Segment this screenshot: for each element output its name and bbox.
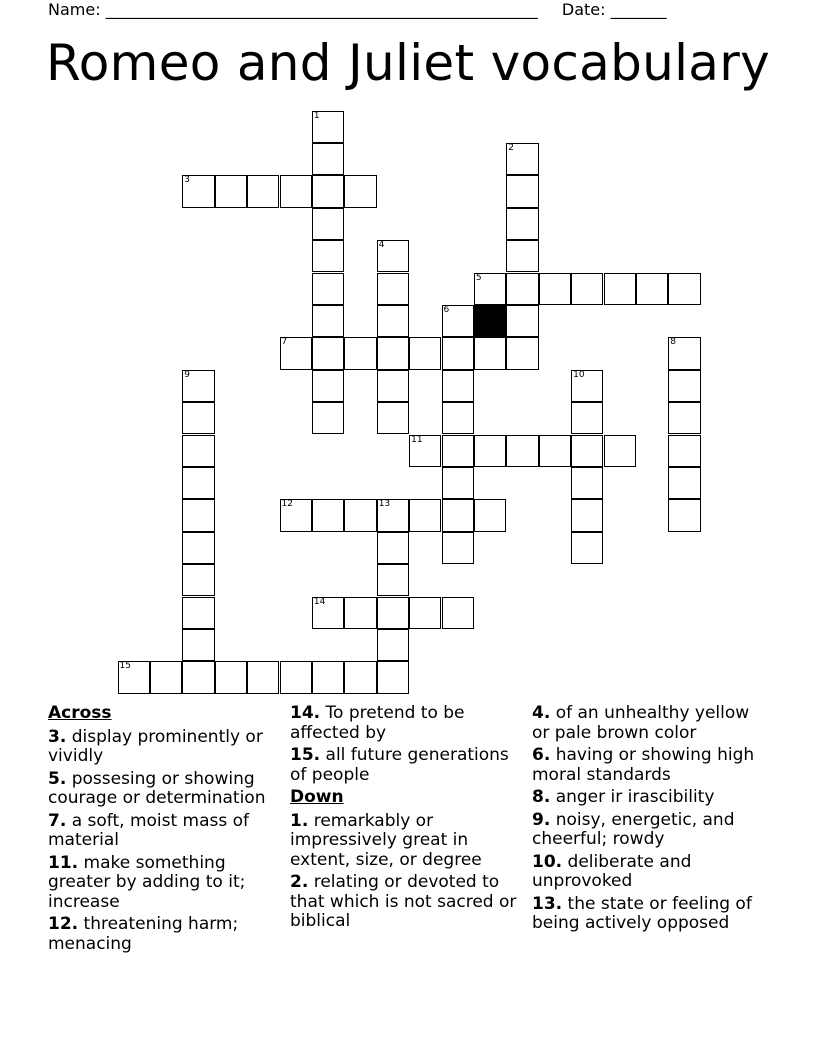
- crossword-cell[interactable]: [409, 499, 441, 531]
- clue-down-6: [532, 746, 767, 785]
- clue-text: relating or devoted to that which is not sacred or biblical: [290, 872, 517, 931]
- clue-text: make something greater by adding to it; increase: [48, 852, 246, 912]
- crossword-cell[interactable]: [442, 305, 474, 337]
- crossword-cell[interactable]: [377, 402, 409, 434]
- crossword-cell[interactable]: [506, 175, 538, 207]
- crossword-cell[interactable]: [182, 467, 214, 499]
- crossword-cell[interactable]: [312, 499, 344, 531]
- crossword-cell[interactable]: [344, 597, 376, 629]
- clue-text: all future generations of people: [290, 745, 509, 785]
- clue-number: 9.: [532, 809, 551, 830]
- crossword-cell[interactable]: [344, 175, 376, 207]
- cell-number: 13: [378, 499, 391, 510]
- cell-number: 15: [119, 661, 131, 672]
- clue-number: 3.: [48, 726, 67, 747]
- clue-down-9: [532, 811, 767, 850]
- clue-text: anger ir irascibility: [555, 787, 715, 807]
- crossword-cell[interactable]: [571, 467, 603, 499]
- clues-section: [0, 704, 816, 1044]
- clue-across-11: [48, 854, 283, 913]
- crossword-cell[interactable]: [247, 175, 279, 207]
- crossword-cell[interactable]: [474, 337, 506, 369]
- crossword-cell[interactable]: [182, 435, 214, 467]
- crossword-cell[interactable]: [409, 597, 441, 629]
- cell-number: 5: [475, 272, 482, 283]
- crossword-cell[interactable]: [312, 661, 344, 693]
- crossword-cell[interactable]: [182, 629, 214, 661]
- clue-down-10: [532, 853, 767, 892]
- clue-down-1: [290, 812, 525, 871]
- clue-number: 8.: [532, 787, 551, 807]
- crossword-cell[interactable]: [344, 337, 376, 369]
- crossword-cell[interactable]: [182, 564, 214, 596]
- clue-down-13: [532, 895, 767, 934]
- crossword-cell[interactable]: [668, 337, 700, 369]
- crossword-cell[interactable]: [377, 629, 409, 661]
- crossword-cell[interactable]: [409, 337, 441, 369]
- crossword-cell[interactable]: [571, 532, 603, 564]
- crossword-cell[interactable]: [409, 435, 441, 467]
- crossword-cell[interactable]: [377, 370, 409, 402]
- cell-number: 4: [378, 240, 385, 251]
- crossword-cell[interactable]: [215, 175, 247, 207]
- crossword-cell[interactable]: [312, 305, 344, 337]
- cell-number: 11: [411, 434, 423, 445]
- crossword-cell[interactable]: [668, 435, 700, 467]
- crossword-cell[interactable]: [312, 402, 344, 434]
- clue-across-14: [290, 704, 525, 743]
- crossword-cell[interactable]: [474, 435, 506, 467]
- crossword-cell[interactable]: [442, 370, 474, 402]
- crossword-cell[interactable]: [604, 273, 636, 305]
- crossword-cell[interactable]: [182, 175, 214, 207]
- cell-number: 1: [313, 110, 320, 121]
- black-square: [474, 305, 506, 337]
- crossword-cell[interactable]: [668, 499, 700, 531]
- crossword-cell[interactable]: [118, 661, 150, 693]
- clue-down-8: [532, 788, 767, 808]
- crossword-cell[interactable]: [247, 661, 279, 693]
- across-header: Across: [48, 703, 112, 723]
- clue-number: 11.: [48, 852, 79, 873]
- crossword-cell[interactable]: [668, 467, 700, 499]
- crossword-cell[interactable]: [506, 240, 538, 272]
- crossword-cell[interactable]: [280, 499, 312, 531]
- crossword-cell[interactable]: [571, 435, 603, 467]
- crossword-cell[interactable]: [442, 435, 474, 467]
- clue-text: having or showing high moral standards: [532, 745, 755, 785]
- crossword-cell[interactable]: [377, 305, 409, 337]
- cell-number: 12: [281, 499, 293, 510]
- clue-text: possesing or showing courage or determination: [48, 768, 266, 808]
- clue-text: the state or feeling of being actively opposed: [532, 893, 752, 933]
- clue-text: deliberate and unprovoked: [532, 851, 692, 891]
- crossword-cell[interactable]: [539, 273, 571, 305]
- clue-across-3: [48, 728, 283, 767]
- crossword-cell[interactable]: [668, 402, 700, 434]
- crossword-cell[interactable]: [182, 499, 214, 531]
- cell-number: 3: [184, 175, 191, 186]
- crossword-cell[interactable]: [506, 208, 538, 240]
- clue-text: threatening harm; menacing: [48, 914, 239, 954]
- crossword-cell[interactable]: [506, 435, 538, 467]
- clue-across-7: [48, 812, 283, 851]
- page-title: Romeo and Juliet vocabulary: [46, 34, 770, 92]
- clue-across-15: [290, 746, 525, 785]
- crossword-cell[interactable]: [280, 337, 312, 369]
- clue-number: 2.: [290, 872, 309, 892]
- clue-across-5: [48, 770, 283, 809]
- crossword-cell[interactable]: [280, 175, 312, 207]
- clue-number: 6.: [532, 745, 551, 765]
- cell-number: 8: [670, 337, 677, 348]
- crossword-cell[interactable]: [377, 532, 409, 564]
- crossword-cell[interactable]: [442, 402, 474, 434]
- crossword-cell[interactable]: [312, 273, 344, 305]
- clue-number: 13.: [532, 893, 563, 914]
- clue-number: 7.: [48, 810, 67, 831]
- crossword-cell[interactable]: [182, 532, 214, 564]
- date-field[interactable]: _______: [610, 0, 667, 19]
- clue-down-4: [532, 704, 767, 743]
- name-field[interactable]: ______________________________________________________: [105, 0, 538, 19]
- crossword-cell[interactable]: [636, 273, 668, 305]
- crossword-cell[interactable]: [377, 597, 409, 629]
- clue-text: a soft, moist mass of material: [48, 810, 250, 850]
- crossword-cell[interactable]: [571, 499, 603, 531]
- crossword-cell[interactable]: [442, 597, 474, 629]
- crossword-cell[interactable]: [312, 597, 344, 629]
- crossword-cell[interactable]: [668, 273, 700, 305]
- crossword-cell[interactable]: [312, 175, 344, 207]
- clue-text: To pretend to be affected by: [290, 703, 465, 743]
- crossword-cell[interactable]: [474, 273, 506, 305]
- clue-number: 15.: [290, 745, 321, 765]
- crossword-cell[interactable]: [506, 337, 538, 369]
- crossword-cell[interactable]: [377, 499, 409, 531]
- clues-column-1: [48, 704, 283, 957]
- crossword-cell[interactable]: [344, 661, 376, 693]
- crossword-cell[interactable]: [377, 564, 409, 596]
- crossword-cell[interactable]: [312, 370, 344, 402]
- cell-number: 14: [313, 596, 326, 607]
- cell-number: 10: [573, 369, 585, 380]
- crossword-cell[interactable]: [215, 661, 247, 693]
- crossword-cell[interactable]: [377, 273, 409, 305]
- crossword-cell[interactable]: [506, 305, 538, 337]
- clues-column-3: [532, 704, 767, 937]
- clue-number: 1.: [290, 810, 309, 831]
- crossword-cell[interactable]: [344, 499, 376, 531]
- crossword-cell[interactable]: [312, 208, 344, 240]
- cell-number: 2: [508, 142, 515, 153]
- clue-text: noisy, energetic, and cheerful; rowdy: [532, 809, 735, 849]
- clues-column-2: [290, 704, 525, 935]
- crossword-cell[interactable]: [312, 337, 344, 369]
- cell-number: 6: [443, 304, 450, 315]
- crossword-cell[interactable]: [377, 240, 409, 272]
- crossword-cell[interactable]: [604, 435, 636, 467]
- crossword-cell[interactable]: [506, 143, 538, 175]
- crossword-cell[interactable]: [571, 370, 603, 402]
- crossword-cell[interactable]: [442, 499, 474, 531]
- cell-number: 7: [281, 337, 288, 348]
- crossword-cell[interactable]: [182, 597, 214, 629]
- crossword-cell[interactable]: [571, 402, 603, 434]
- crossword-cell[interactable]: [182, 402, 214, 434]
- clue-text: of an unhealthy yellow or pale brown color: [532, 703, 750, 743]
- date-label: Date:: [561, 0, 606, 19]
- crossword-cell[interactable]: [182, 661, 214, 693]
- crossword-cell[interactable]: [312, 240, 344, 272]
- crossword-cell[interactable]: [442, 467, 474, 499]
- clue-number: 10.: [532, 851, 563, 872]
- name-label: Name:: [48, 0, 101, 19]
- clue-text: display prominently or vividly: [48, 726, 263, 766]
- crossword-cell[interactable]: [312, 111, 344, 143]
- crossword-cell[interactable]: [377, 661, 409, 693]
- crossword-cell[interactable]: [150, 661, 182, 693]
- clue-number: 4.: [532, 703, 551, 723]
- crossword-cell[interactable]: [571, 273, 603, 305]
- crossword-cell[interactable]: [539, 435, 571, 467]
- clue-text: remarkably or impressively great in extent, size, or degree: [290, 810, 482, 870]
- crossword-cell[interactable]: [280, 661, 312, 693]
- crossword-cell[interactable]: [182, 370, 214, 402]
- crossword-cell[interactable]: [668, 370, 700, 402]
- clue-number: 5.: [48, 768, 67, 789]
- clue-number: 12.: [48, 914, 79, 934]
- crossword-cell[interactable]: [377, 337, 409, 369]
- crossword-cell[interactable]: [506, 273, 538, 305]
- cell-number: 9: [184, 369, 191, 380]
- crossword-cell[interactable]: [442, 532, 474, 564]
- crossword-cell[interactable]: [442, 337, 474, 369]
- clue-across-12: [48, 915, 283, 954]
- clue-number: 14.: [290, 703, 321, 723]
- crossword-cell[interactable]: [474, 499, 506, 531]
- down-header: Down: [290, 787, 344, 807]
- crossword-cell[interactable]: [312, 143, 344, 175]
- clue-down-2: [290, 873, 525, 932]
